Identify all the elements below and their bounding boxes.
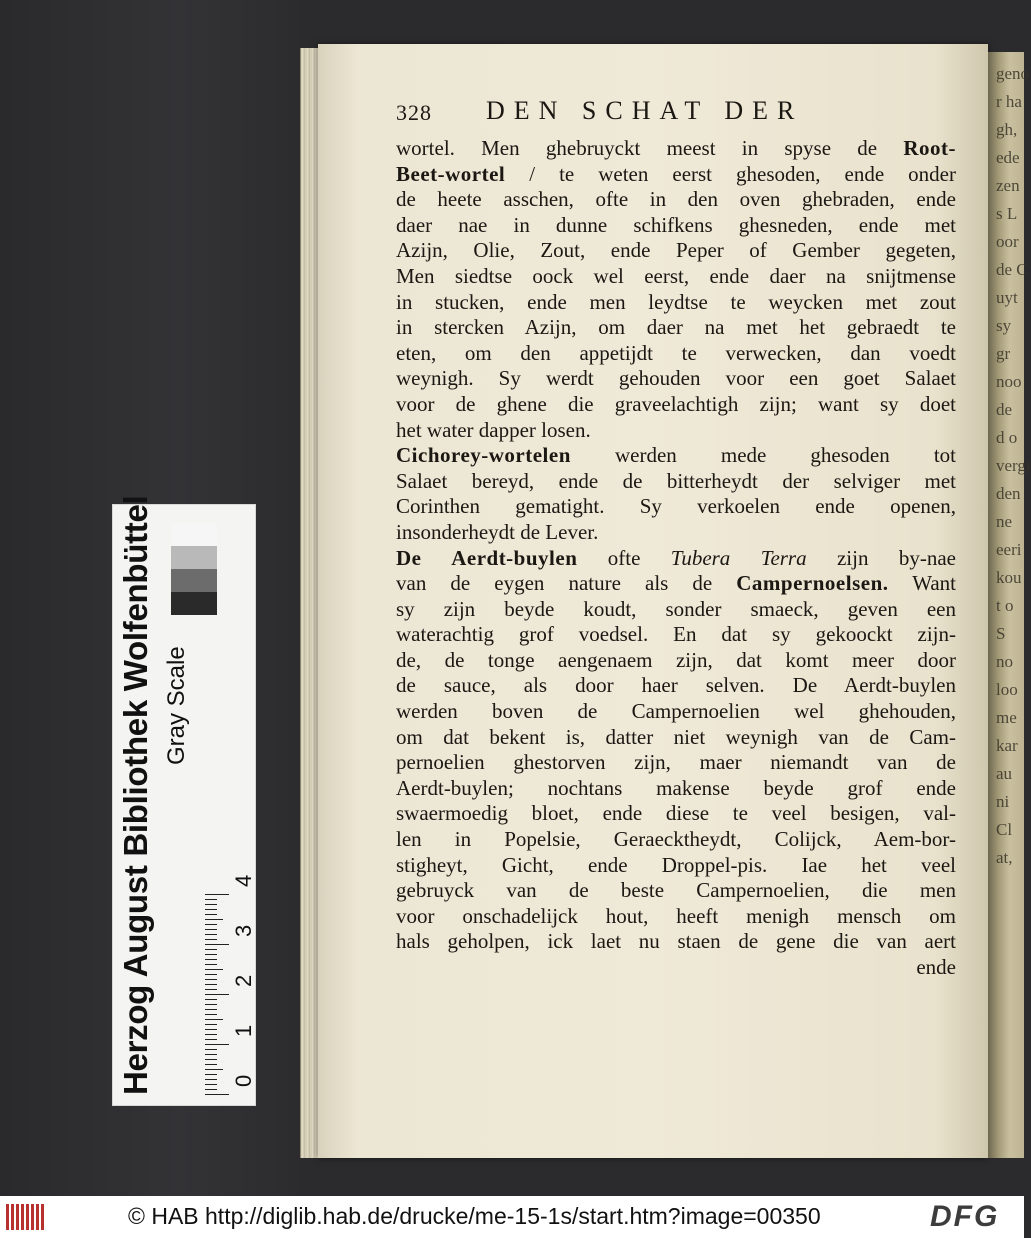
text-line	[396, 750, 956, 776]
ruler-tick	[205, 919, 223, 920]
text-line	[396, 213, 956, 239]
gray-scale-label: Gray Scale	[163, 646, 190, 765]
text-line	[396, 520, 956, 546]
facing-page-text: no	[996, 652, 1013, 671]
facing-page-text: r ha	[996, 92, 1022, 111]
text-line	[396, 366, 956, 392]
text-line	[396, 494, 956, 520]
running-title: DEN SCHAT DER	[486, 96, 804, 125]
text-run: voor de ghene die graveelachtigh zijn; want sy doet	[396, 391, 956, 416]
text-run: stigheyt, Gicht, ende Droppel-pis. Iae het veel	[396, 852, 956, 877]
text-line	[396, 443, 956, 469]
ruler-tick	[205, 1024, 217, 1025]
text-run: waterachtig grof voedsel. En dat sy gekoockt zijn-	[396, 622, 956, 647]
ruler-tick	[205, 1019, 223, 1020]
text-line	[396, 238, 956, 264]
text-run: Corinthen gematight. Sy verkoelen ende openen,	[396, 494, 956, 519]
text-line	[396, 622, 956, 648]
facing-page-text: au	[996, 764, 1013, 783]
blackletter-term: Beet-wortel	[396, 161, 506, 186]
text-run: Aerdt-buylen; nochtans makense beyde grof ende	[396, 775, 956, 800]
ruler-tick	[205, 954, 217, 955]
ruler-tick	[205, 904, 217, 905]
text-run: swaermoedig bloet, ende diese te veel besigen, val-	[396, 801, 956, 826]
facing-page-text: d o	[996, 428, 1018, 447]
facing-page-text: geno	[996, 64, 1030, 83]
text-line	[396, 776, 956, 802]
facing-page-text: t o	[996, 596, 1014, 615]
ruler-tick	[205, 1074, 217, 1075]
facing-page-text: kou	[996, 568, 1022, 587]
footer-credit[interactable]: © HAB http://diglib.hab.de/drucke/me-15-1s/start.htm?image=00350	[128, 1203, 821, 1229]
ruler-tick	[205, 984, 217, 985]
text-line	[396, 801, 956, 827]
facing-page-text: kar	[996, 736, 1018, 755]
facing-page-text: Cl	[996, 820, 1013, 839]
facing-page-text: me	[996, 708, 1017, 727]
ruler-number: 3	[231, 924, 256, 937]
ruler-tick	[205, 924, 217, 925]
blackletter-term: Campernoelsen.	[736, 571, 889, 596]
ruler-tick	[205, 949, 217, 950]
text-run: zijn by-nae	[806, 545, 956, 570]
ruler-tick	[205, 1089, 217, 1090]
blackletter-term: De Aerdt-buylen	[396, 545, 578, 570]
ruler-number: 0	[231, 1074, 256, 1087]
facing-page-text: de C	[996, 260, 1028, 279]
text-line	[396, 469, 956, 495]
text-line	[396, 929, 956, 955]
italic-term: Tubera Terra	[670, 545, 807, 570]
ruler-tick	[205, 1094, 229, 1095]
running-head	[396, 96, 956, 136]
ruler-tick	[205, 1079, 217, 1080]
ruler-tick	[205, 1004, 217, 1005]
text-line	[396, 187, 956, 213]
text-line	[396, 904, 956, 930]
library-name: Herzog August Bibliothek Wolfenbüttel	[117, 495, 154, 1095]
ruler-tick	[205, 989, 217, 990]
text-run: de heete asschen, ofte in den oven ghebraden, ende	[396, 187, 956, 212]
facing-page-text: ne	[996, 512, 1013, 531]
text-line	[396, 571, 956, 597]
text-run: in stucken, ende men leydtse te weycken met zout	[396, 289, 956, 314]
ruler-tick	[205, 969, 223, 970]
ruler-tick	[205, 1039, 217, 1040]
text-line	[396, 315, 956, 341]
text-run: / te weten eerst ghesoden, ende onder	[505, 161, 956, 186]
text-run: Want	[888, 571, 956, 596]
text-run: daer nae in dunne schifkens ghesneden, ende met	[396, 212, 956, 237]
text-line	[396, 290, 956, 316]
blackletter-term: Root-	[903, 136, 956, 160]
text-run: insonderheydt de Lever.	[396, 519, 599, 544]
ruler-tick	[205, 914, 217, 915]
gray-swatch	[171, 569, 217, 592]
text-run: in stercken Azijn, om daer na met het gebraedt te	[396, 315, 956, 340]
facing-page-fragment	[996, 60, 1031, 1150]
ruler-tick	[205, 1069, 223, 1070]
text-run: van de eygen nature als de	[396, 571, 737, 596]
ruler-tick	[205, 979, 217, 980]
text-run: ofte	[577, 545, 671, 570]
text-run: len in Popelsie, Geraecktheydt, Colijck, Aem-bor-	[396, 827, 956, 852]
ruler-tick	[205, 1049, 217, 1050]
facing-page-text: loo	[996, 680, 1018, 699]
text-run: hals geholpen, ick laet nu staen de gene die van aert	[396, 929, 956, 954]
ruler-tick	[205, 999, 217, 1000]
text-line	[396, 162, 956, 188]
ruler-tick	[205, 1064, 217, 1065]
ruler-tick	[205, 1029, 217, 1030]
gray-swatch	[171, 523, 217, 546]
gray-swatch	[171, 546, 217, 569]
facing-page-text: sy	[996, 316, 1012, 335]
ruler-tick	[205, 939, 217, 940]
text-line	[396, 418, 956, 444]
text-line	[396, 341, 956, 367]
text-line	[396, 597, 956, 623]
text-run: Men siedtse oock wel eerst, ende daer na snijtmense	[396, 263, 956, 288]
text-line	[396, 392, 956, 418]
text-run: sy zijn beyde koudt, sonder smaeck, geven een	[396, 596, 956, 621]
ruler-tick	[205, 994, 229, 995]
ruler	[205, 835, 256, 1095]
ruler-tick	[205, 1014, 217, 1015]
facing-page-text: eeri	[996, 540, 1022, 559]
ruler-tick	[205, 1054, 217, 1055]
text-line	[396, 264, 956, 290]
facing-page-text: S	[996, 624, 1006, 643]
text-run: voor onschadelijck hout, heeft menigh mensch om	[396, 903, 956, 928]
text-run: Salaet bereyd, ende de bitterheydt der selviger met	[396, 468, 956, 493]
dfg-logo: DFG	[930, 1200, 1000, 1233]
facing-page-text: gr	[996, 344, 1011, 363]
facing-page-text: vergi	[996, 456, 1031, 475]
ruler-tick	[205, 1009, 217, 1010]
text-line	[396, 725, 956, 751]
page-text	[396, 96, 956, 981]
blackletter-term: Cichorey-wortelen	[396, 443, 571, 468]
catchword: ende	[916, 955, 956, 979]
facing-page-text: de	[996, 400, 1013, 419]
facing-page-text: zen	[996, 176, 1020, 195]
ruler-tick	[205, 1059, 217, 1060]
text-line	[396, 853, 956, 879]
ruler-tick	[205, 964, 217, 965]
ruler-tick	[205, 1084, 217, 1085]
gray-swatch	[171, 592, 217, 615]
facing-page-text: noo	[996, 372, 1022, 391]
facing-page-text: uyt	[996, 288, 1018, 307]
ruler-tick	[205, 1034, 217, 1035]
text-run: de, de tonge aengenaem zijn, dat komt meer door	[396, 647, 956, 672]
ruler-number: 2	[231, 974, 256, 987]
facing-page-text: den	[996, 484, 1021, 503]
text-run: eten, om den appetijdt te verwecken, dan voedt	[396, 340, 956, 365]
gray-swatches	[171, 523, 217, 615]
facing-page-text: ni	[996, 792, 1010, 811]
scale-card-content	[113, 495, 256, 1105]
ruler-tick	[205, 894, 229, 895]
text-run: om dat bekent is, datter niet weynigh van de Cam-	[396, 724, 956, 749]
text-run: wortel. Men ghebruyckt meest in spyse de	[396, 136, 904, 160]
text-line	[396, 546, 956, 572]
ruler-number: 1	[231, 1024, 256, 1037]
body-text	[396, 136, 956, 955]
text-run: weynigh. Sy werdt gehouden voor een goet Salaet	[396, 366, 956, 391]
facing-page-text: at,	[996, 848, 1013, 867]
ruler-tick	[205, 974, 217, 975]
facing-page-text: gh,	[996, 120, 1018, 139]
text-line	[396, 648, 956, 674]
text-line	[396, 827, 956, 853]
page-number: 328	[396, 100, 432, 125]
ruler-tick	[205, 944, 229, 945]
text-line	[396, 136, 956, 162]
text-run: pernoelien ghestorven zijn, maer niemandt van de	[396, 750, 956, 775]
ruler-tick	[205, 959, 217, 960]
ruler-tick	[205, 899, 217, 900]
ruler-tick	[205, 934, 217, 935]
text-run: werden boven de Campernoelien wel ghehouden,	[396, 699, 956, 724]
text-run: Azijn, Olie, Zout, ende Peper of Gember gegeten,	[396, 238, 956, 263]
text-run: werden mede ghesoden tot	[570, 443, 956, 468]
text-run: de sauce, als door haer selven. De Aerdt-buylen	[396, 673, 956, 698]
text-run: gebruyck van de beste Campernoelien, die men	[396, 878, 956, 903]
ruler-tick	[205, 929, 217, 930]
ruler-tick	[205, 1044, 229, 1045]
facing-page-text: ede	[996, 148, 1020, 167]
text-run: het water dapper losen.	[396, 417, 591, 442]
ruler-tick	[205, 909, 217, 910]
facing-page-text: s L	[996, 204, 1018, 223]
footer-bar	[0, 1196, 1024, 1238]
text-line	[396, 699, 956, 725]
facing-page-text: oor	[996, 232, 1019, 251]
ruler-number: 4	[231, 874, 256, 887]
scale-card	[112, 495, 256, 1106]
text-line	[396, 673, 956, 699]
hab-logo-icon	[6, 1204, 46, 1230]
text-line	[396, 878, 956, 904]
